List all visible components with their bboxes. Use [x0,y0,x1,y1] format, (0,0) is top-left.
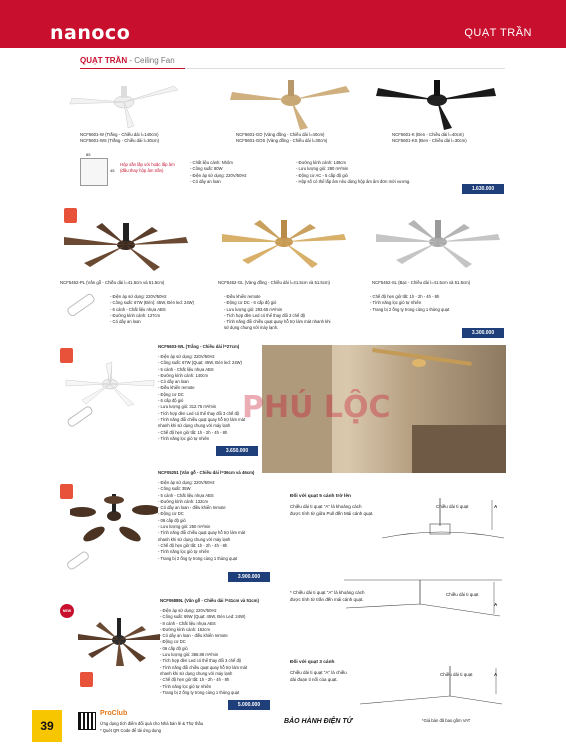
spec-line: - Tính năng lọc gió tự nhiên [160,683,212,689]
spec-line: - Chế độ hẹn giờ tắt: 1h - 2h - 4h - 8h [160,677,230,683]
fan-gold-6-image [218,212,350,272]
spec-line: - Động cơ DC - 6 cấp độ gió [224,300,277,306]
control-box-diagram [80,158,108,186]
spec-line: - Tích hợp đèn Led có thể thay đổi 3 chế độ [158,410,240,416]
row1-specs-b [296,160,410,185]
spec-line: - Động cơ DC [158,511,184,517]
heading-sub: - Ceiling Fan [127,56,175,65]
row2-specs-c [370,294,449,313]
row1-caption-black [392,132,467,144]
note-line: (đầu thay hộp âm trần) [120,168,164,174]
box-note [120,162,175,174]
diagram2-fan-outline [340,578,506,628]
row4-specs [158,480,245,562]
spec-line: - Có dây an loan [158,379,189,385]
diagram3-fan-outline [350,664,506,712]
spec-line: - Đường kính cánh: 148cm [296,160,347,165]
vat-note: *Giá bán đã bao gồm VAT [422,718,471,723]
price-tag: 1.630.000 [462,184,504,194]
row1-caption-gold [236,132,327,144]
spec-line: - Lưu lượng gió: 250 m³/min [158,524,211,530]
furniture [412,425,506,473]
spec-line: - Đường kính cánh: 137cm [110,312,161,318]
spec-line: - Lưu lượng gió: 366.86 m³/min [160,652,219,658]
spec-line: - Công suất: 69W (Quạt: 45W, Đèn Led: 24W) [160,614,246,620]
diagram1-title: Đối với quạt 5 cánh trở lên [290,494,351,499]
row3-specs [158,354,245,442]
heading-underline [80,68,185,69]
spec-line: - Chế độ hẹn giờ tắt: 1h - 2h - 4h - 8h [158,429,228,435]
spec-line: - Tính năng lọc gió tự nhiên [158,549,210,555]
row2-specs-b [224,294,331,332]
spec-line: nhanh khi sử dụng chung với máy lạnh [160,670,233,676]
dimension-a: A [494,602,498,607]
fan-wood-8-image [76,612,162,668]
row1-specs-a [190,160,247,185]
price-tag: 5.000.000 [228,700,270,710]
spec-line: - Có dây an loan [190,178,221,184]
proclub-title: ProClub [100,710,128,717]
spec-line: - Công suất: 67W (Quạt: 45W, Đèn led: 24W) [158,360,243,366]
spec-line: - 8 cánh - Chất liệu nhựa ABS [160,620,216,626]
spec-line: - Có dây an loan - điều khiển remote [160,633,228,639]
spec-line: - Điện áp sử dụng: 220V/50Hz [158,480,215,485]
spec-line: - Có dây an loan [110,319,141,325]
row2-caption-wood: NCF5462-PL (Vân gỗ - Chiều dài l=41.5cm và 51.5cm) [60,280,165,285]
spec-line: - Trang bị 2 ống ty trong cùng 1 thùng quạt [160,689,240,695]
box-width: 85 [86,152,91,157]
caption-line: NCF5601-K (Đen - Chiều dài l=40cm) [392,132,464,137]
spec-line: - Điện áp sử dụng: 220V/50Hz [160,608,217,613]
spec-line: - 6 cấp độ gió [158,398,184,404]
spec-line: - Trang bị 2 ống ty trong cùng 1 thùng quạt [158,555,238,561]
spec-line: - Tính năng lọc gió tự nhiên [158,435,210,441]
spec-line: - Động cơ DC [160,639,186,645]
diagram2-label: Chiều dài ti quạt [446,592,479,597]
spec-line: - Tính năng lọc gió tự nhiên [370,300,422,306]
proclub-line1: Ứng dụng tích điểm đổi quà cho Nhà bán lẻ & Thợ thầu [100,721,204,726]
new-badge: NEW [60,604,74,618]
badge-icon [80,672,93,687]
spec-line: - Đường kính cánh: 152cm [160,626,211,632]
price-tag: 3.900.000 [228,572,270,582]
section-title: QUẠT TRẦN [464,27,532,39]
row2-caption-gold: NCF5462-GL (Vàng đồng - Chiều dài l=41.5cm và 51.5cm) [218,280,330,285]
dimension-a: A [494,672,498,677]
diagram-text-line: * Chiều dài ti quạt "A" là khoảng cách [290,590,365,595]
spec-line: - Có dây an loan - điều khiển remote [158,505,226,511]
remote-icon [66,550,91,571]
spec-line: - Lưu lượng gió: 290 m³/min [296,166,349,172]
spec-line: - Công suất: 67W (Đèn): 45W, Đèn led: 24W) [110,300,195,306]
spec-line: - Lưu lượng gió: 312.75 m³/min [158,404,217,410]
brand-logo: nanoco [50,22,131,44]
row2-specs-a [110,294,194,325]
diagram3-label: Chiều dài ti quạt [440,672,473,677]
page-heading [80,56,175,65]
remote-icon [66,292,96,317]
diagram3-title: Đối với quạt 3 cánh [290,660,335,665]
dimension-a: A [494,504,498,509]
spec-line: - Tính năng đổi chiều quạt quay hỗ trợ làm mát [158,530,246,536]
spec-line: - 06 cấp độ gió [160,645,188,651]
qr-code-icon [78,712,96,730]
spec-line: - Chế độ hẹn giờ tắt: 1h - 2h - 4h - 8h [158,542,228,548]
price-tag: 3.650.000 [216,446,258,456]
spec-line: - Tính năng đổi chiều quạt quay hỗ trợ làm mát nhanh khi [224,319,331,325]
spec-line: - Trang bị 2 ống ty trong cùng 1 thùng quạt [370,306,450,312]
spec-line: sử dụng chung với máy lạnh. [224,325,279,331]
spec-line: - Tính năng đổi chiều quạt quay hỗ trợ làm mát [158,416,246,422]
header-bar [0,0,566,48]
proclub-line2: * Quét QR Code để tải ứng dụng [100,728,162,733]
spec-line: nhanh khi sử dụng chung với máy lạnh [158,536,231,542]
row2-caption-silver: NCF5462-SL (Bạc - Chiều dài l=41.5cm và 51.5cm) [372,280,471,285]
spec-line: - Điện áp sử dụng: 220V/50Hz [158,354,215,359]
row5-specs [160,608,247,696]
spec-line: - Động cơ DC [158,391,184,397]
caption-line: NCF5601-GOS (Vàng đồng - Chiều dài l=30cm) [236,138,328,144]
fan-gold-image [226,68,356,132]
row5-title: NCF06889L (Vân gỗ - Chiều dài l=41cm và 51cm) [160,598,259,603]
spec-line: - 6 cánh - Chất liệu nhựa ABS [110,306,166,312]
row4-title: NCF05251 (Vân gỗ - Chiều dài l=36cm và 46cm) [158,470,255,475]
caption-line: NCF5601-WS (Trắng - Chiều dài l=30cm) [80,138,160,144]
row1-caption-white [80,132,159,144]
spec-line: nhanh khi sử dụng chung với máy lạnh [158,423,231,429]
note-line: Hộp sẵn lắp với hoặc lắp âm [120,162,175,167]
spec-line: - Đường kính cánh: 132cm [158,498,209,504]
diagram-text-line: được tính từ giữa Pull đến Mái cánh quạt. [290,510,374,516]
warranty-text: BẢO HÀNH ĐIỆN TỬ [284,718,353,725]
caption-line: NCF5601-GO (Vàng đồng - Chiều dài l=40cm) [236,132,325,137]
diagram1-text [290,504,374,517]
spec-line: - 5 cánh - Chất liệu nhựa ABS [158,366,214,372]
box-height: 45 [110,168,115,173]
spec-line: - Công suất: 35W [158,486,191,492]
diagram-text-line: được tính từ trần đến mái cánh quạt. [290,596,364,602]
diagram3-text [290,670,347,683]
price-tag: 3.300.000 [462,328,504,338]
page-number: 39 [32,710,62,742]
spec-line: - Điều khiển remote [158,385,195,391]
caption-line: NCF5601-KS (Đen - Chiều dài l=30cm) [392,138,467,144]
fan-wood-leaf-image [70,490,158,546]
spec-line: - 5 cánh - Chất liệu nhựa ABS [158,492,214,498]
spec-line: - Động cơ AC - 5 cấp độ gió [296,172,348,178]
spec-line: - Tính năng đổi chiều quạt quay hỗ trợ làm mát [160,664,248,670]
fan-white-image [64,72,184,132]
spec-line: - Điện áp sử dụng: 220V/50Hz [190,172,247,178]
fan-hub [412,359,426,367]
spec-line: - Lưu lượng gió: 293.65 m³/min [224,306,283,312]
spec-line: - Chế độ hẹn giờ tắt: 1h - 2h - 4h - 8h [370,294,440,299]
spec-line: - Tích hợp đèn Led có thể thay đổi 3 chế độ [224,312,306,318]
diagram-text-line: dài đoạn ti nối của quạt. [290,676,338,682]
diagram1-label: Chiều dài ti quạt [436,504,469,509]
diagram-text-line: Chiều dài ti quạt "A" là khoảng cách [290,504,362,509]
caption-line: NCF5601-W (Trắng - Chiều dài l=140cm) [80,132,159,137]
fan-black-image [372,68,502,132]
fan-wood-6-image [60,215,192,275]
heading-main: QUẠT TRẦN [80,56,128,65]
spec-line: - Điện áp sử dụng: 220V/50Hz [110,294,167,299]
fan-silver-6-image [372,212,504,272]
spec-line: - Chất liệu cánh: Nhôm [190,160,233,165]
spec-line: - Tích hợp đèn Led có thể thay đổi 3 chế độ [160,658,242,664]
spec-line: - 06 cấp độ gió [158,517,186,523]
diagram-text-line: Chiều dài ti quạt "A" là chiều [290,670,347,675]
row3-title: NCF5603-WL (Trắng - Chiều dài l=27cm) [158,344,240,349]
fan-white-5-image [62,360,158,410]
spec-line: - Điều khiển remote [224,294,261,299]
watermark-text: PHÚ LỘC [242,390,391,425]
spec-line: - Công suất: 80W [190,166,223,172]
spec-line: - Hộp số có thể lắp âm nêu dùng hộp âm âm đơn mời vương. [296,178,411,184]
spec-line: - Đường kính cánh: 140cm [158,372,209,378]
